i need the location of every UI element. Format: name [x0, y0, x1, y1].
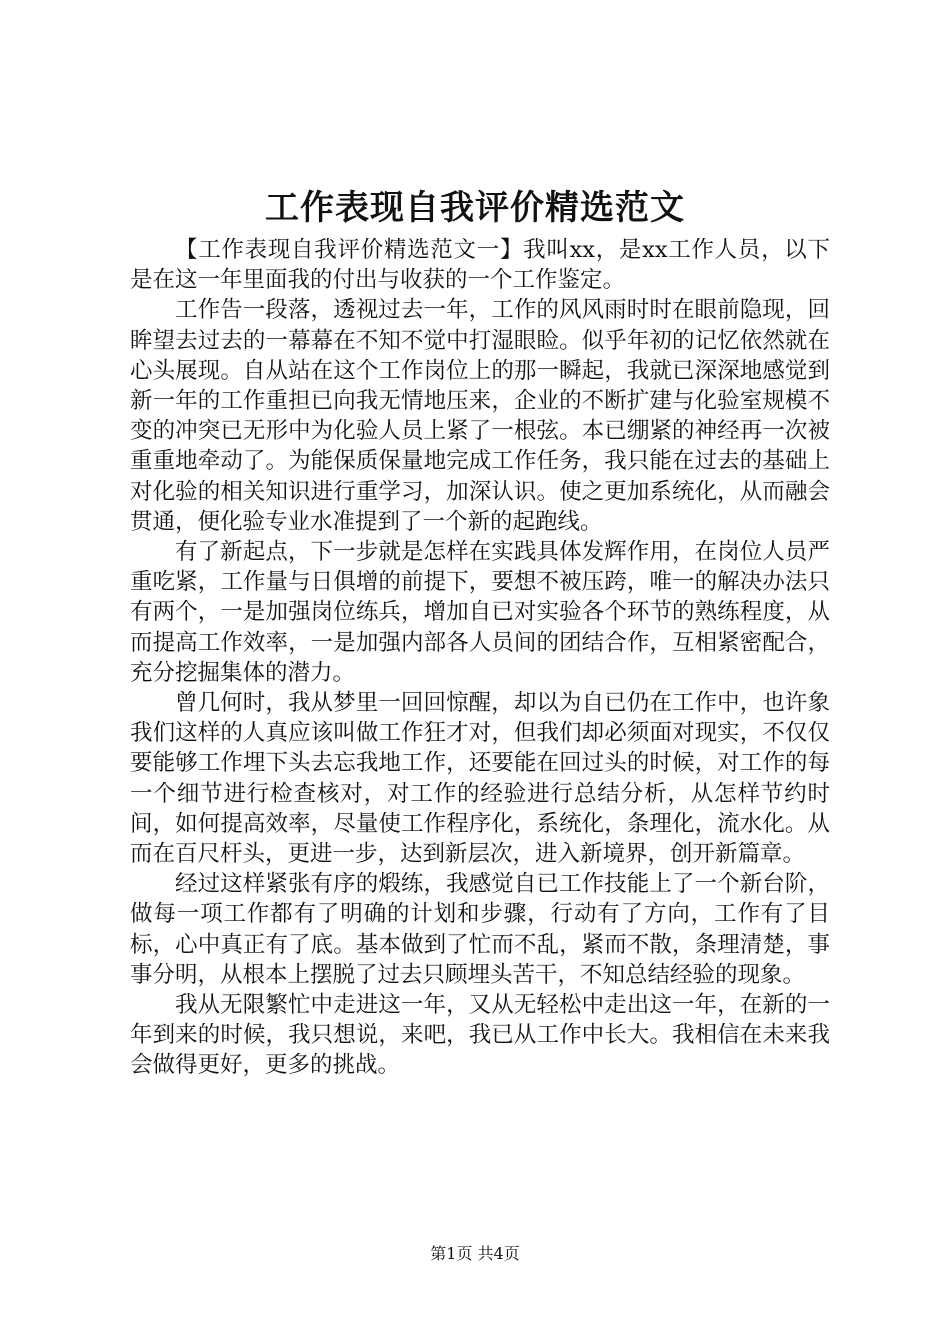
paragraph-3: 有了新起点，下一步就是怎样在实践具体发辉作用，在岗位人员严重吃紧，工作量与日俱增的前提下，要想不被压跨，唯一的解决办法只有两个，一是加强岗位练兵，增加自已对实验各个环节的熟练程度，从而提高工作效率，一是加强内部各人员间的团结合作，互相紧密配合，充分挖掘集体的潜力。	[130, 539, 830, 686]
document-body	[130, 235, 830, 1081]
paragraph-1: 【工作表现自我评价精选范文一】我叫xx，是xx工作人员，以下是在这一年里面我的付出与收获的一个工作鉴定。	[130, 237, 830, 294]
paragraph-6: 我从无限繁忙中走进这一年，又从无轻松中走出这一年，在新的一年到来的时候，我只想说，来吧，我已从工作中长大。我相信在未来我会做得更好，更多的挑战。	[130, 992, 830, 1079]
paragraph-2: 工作告一段落，透视过去一年，工作的风风雨时时在眼前隐现，回眸望去过去的一幕幕在不知不觉中打湿眼睑。似乎年初的记忆依然就在心头展现。自从站在这个工作岗位上的那一瞬起，我就已深深地感觉到新一年的工作重担已向我无情地压来，企业的不断扩建与化验室规模不变的冲突已无形中为化验人员上紧了一根弦。本已绷紧的神经再一次被重重地牵动了。为能保质保量地完成工作任务，我只能在过去的基础上对化验的相关知识进行重学习，加深认识。使之更加系统化，从而融会贯通，便化验专业水准提到了一个新的起跑线。	[130, 297, 830, 535]
page-footer: 第1页 共4页	[430, 1244, 520, 1263]
paragraph-5: 经过这样紧张有序的煅练，我感觉自已工作技能上了一个新台阶，做每一项工作都有了明确的计划和步骤，行动有了方向，工作有了目标，心中真正有了底。基本做到了忙而不乱，紧而不散，条理清楚，事事分明，从根本上摆脱了过去只顾埋头苦干，不知总结经验的现象。	[130, 871, 830, 988]
paragraph-4: 曾几何时，我从梦里一回回惊醒，却以为自已仍在工作中，也许象我们这样的人真应该叫做工作狂才对，但我们却必须面对现实，不仅仅要能够工作埋下头去忘我地工作，还要能在回过头的时候，对工作的每一个细节进行检查核对，对工作的经验进行总结分析，从怎样节约时间，如何提高效率，尽量使工作程序化，系统化，条理化，流水化。从而在百尺杆头，更进一步，达到新层次，进入新境界，创开新篇章。	[130, 690, 830, 868]
document-title: 工作表现自我评价精选范文	[265, 188, 685, 228]
